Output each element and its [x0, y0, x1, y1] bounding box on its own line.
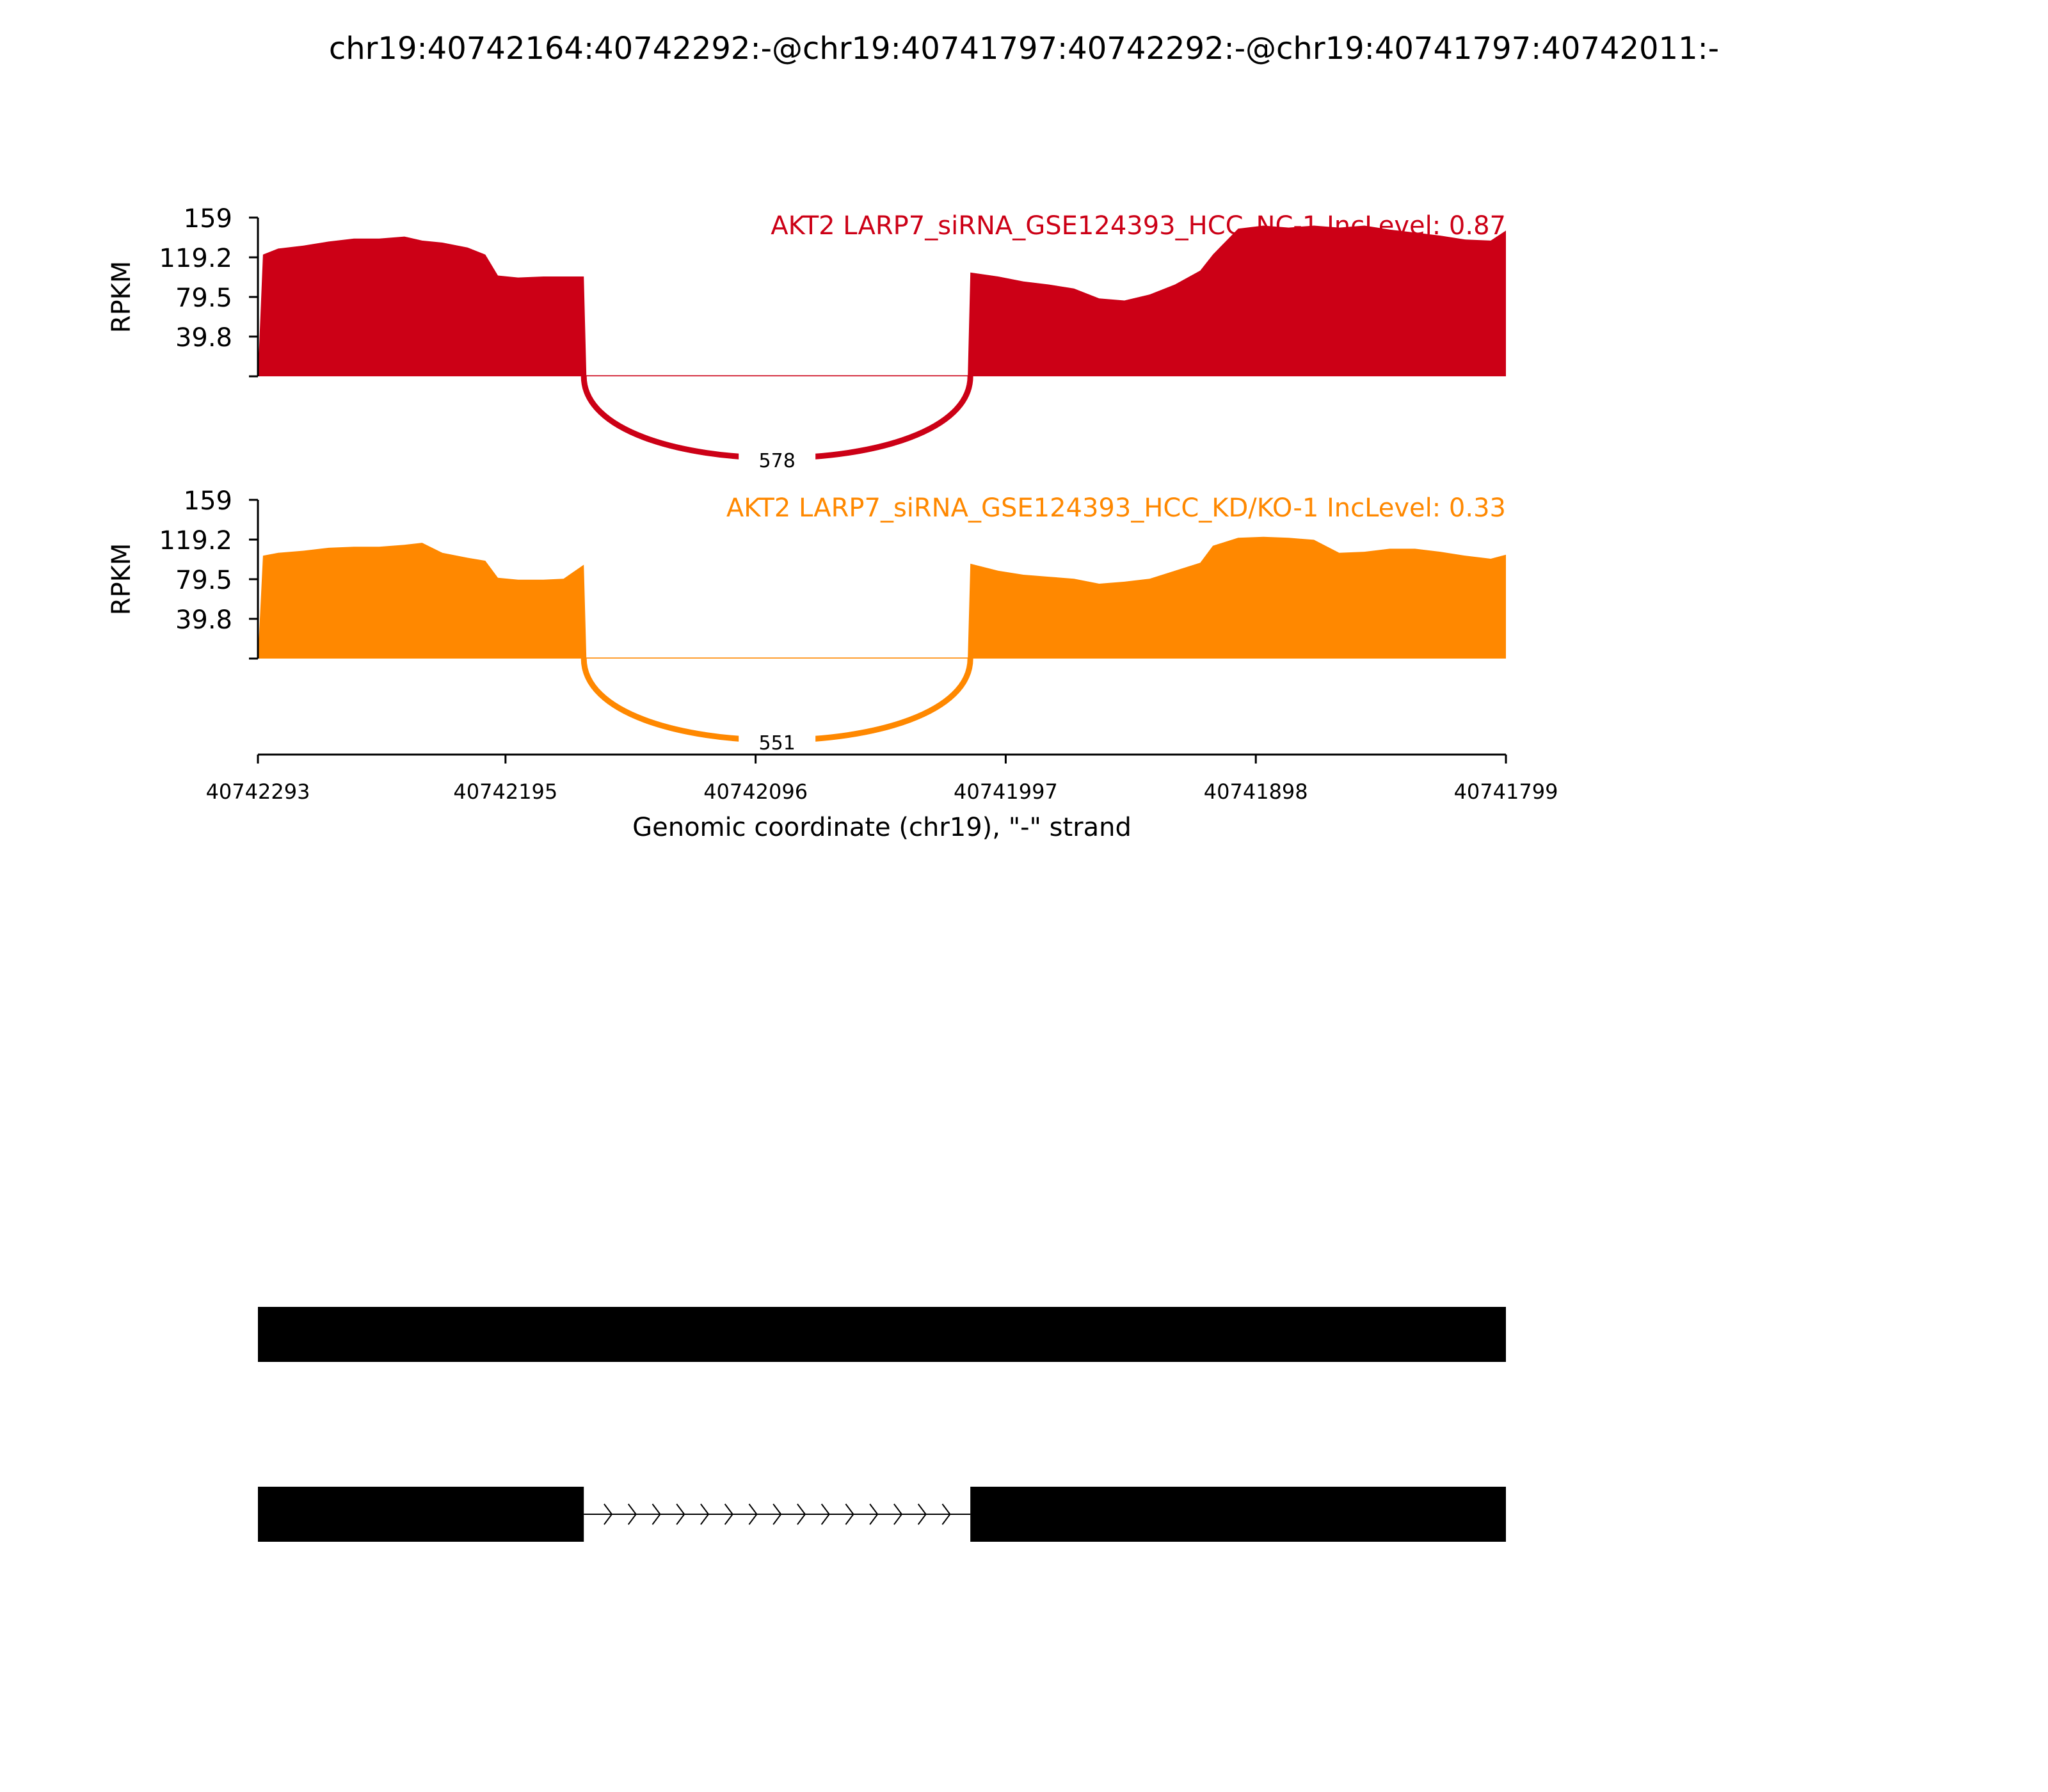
figure-title: chr19:40742164:40742292:-@chr19:40741797:40742292:-@chr19:40741797:40742011:-: [328, 31, 1720, 67]
x-tick-label: 40742293: [205, 780, 310, 804]
junction-arc: [584, 376, 970, 458]
y-tick-label: 119.2: [159, 526, 232, 556]
y-tick-label: 159: [183, 204, 232, 234]
x-tick-label: 40742195: [453, 780, 558, 804]
junction-count: 578: [758, 450, 796, 472]
coverage-area: [258, 226, 1506, 377]
x-axis: [206, 755, 1558, 842]
coverage-area: [258, 537, 1506, 659]
x-tick-label: 40741799: [1453, 780, 1558, 804]
track-1: [107, 204, 1506, 472]
exon-block: [258, 1487, 584, 1542]
y-tick-label: 79.5: [175, 284, 232, 313]
x-tick-label: 40742096: [703, 780, 808, 804]
y-axis-label: RPKM: [107, 260, 136, 333]
exon-block: [970, 1487, 1506, 1542]
y-tick-label: 119.2: [159, 244, 232, 274]
y-tick-label: 159: [183, 486, 232, 516]
track-2: [107, 486, 1506, 755]
y-tick-label: 79.5: [175, 566, 232, 595]
y-tick-label: 39.8: [175, 605, 232, 635]
coverage-tracks: [107, 204, 1506, 755]
transcript-2: [258, 1487, 1506, 1542]
transcript-1: [258, 1307, 1506, 1362]
sample-label: AKT2 LARP7_siRNA_GSE124393_HCC_KD/KO-1 IncLevel: 0.33: [726, 493, 1506, 523]
x-tick-label: 40741997: [953, 780, 1058, 804]
junction-arc: [584, 659, 970, 740]
sample-label: AKT2 LARP7_siRNA_GSE124393_HCC_NC-1 IncLevel: 0.87: [771, 211, 1506, 241]
x-axis-label: Genomic coordinate (chr19), "-" strand: [632, 813, 1132, 842]
y-tick-label: 39.8: [175, 323, 232, 353]
x-tick-label: 40741898: [1203, 780, 1308, 804]
junction-count: 551: [758, 732, 796, 755]
exon-block: [258, 1307, 1506, 1362]
y-axis-label: RPKM: [107, 543, 136, 616]
transcript-models: [258, 1307, 1506, 1542]
